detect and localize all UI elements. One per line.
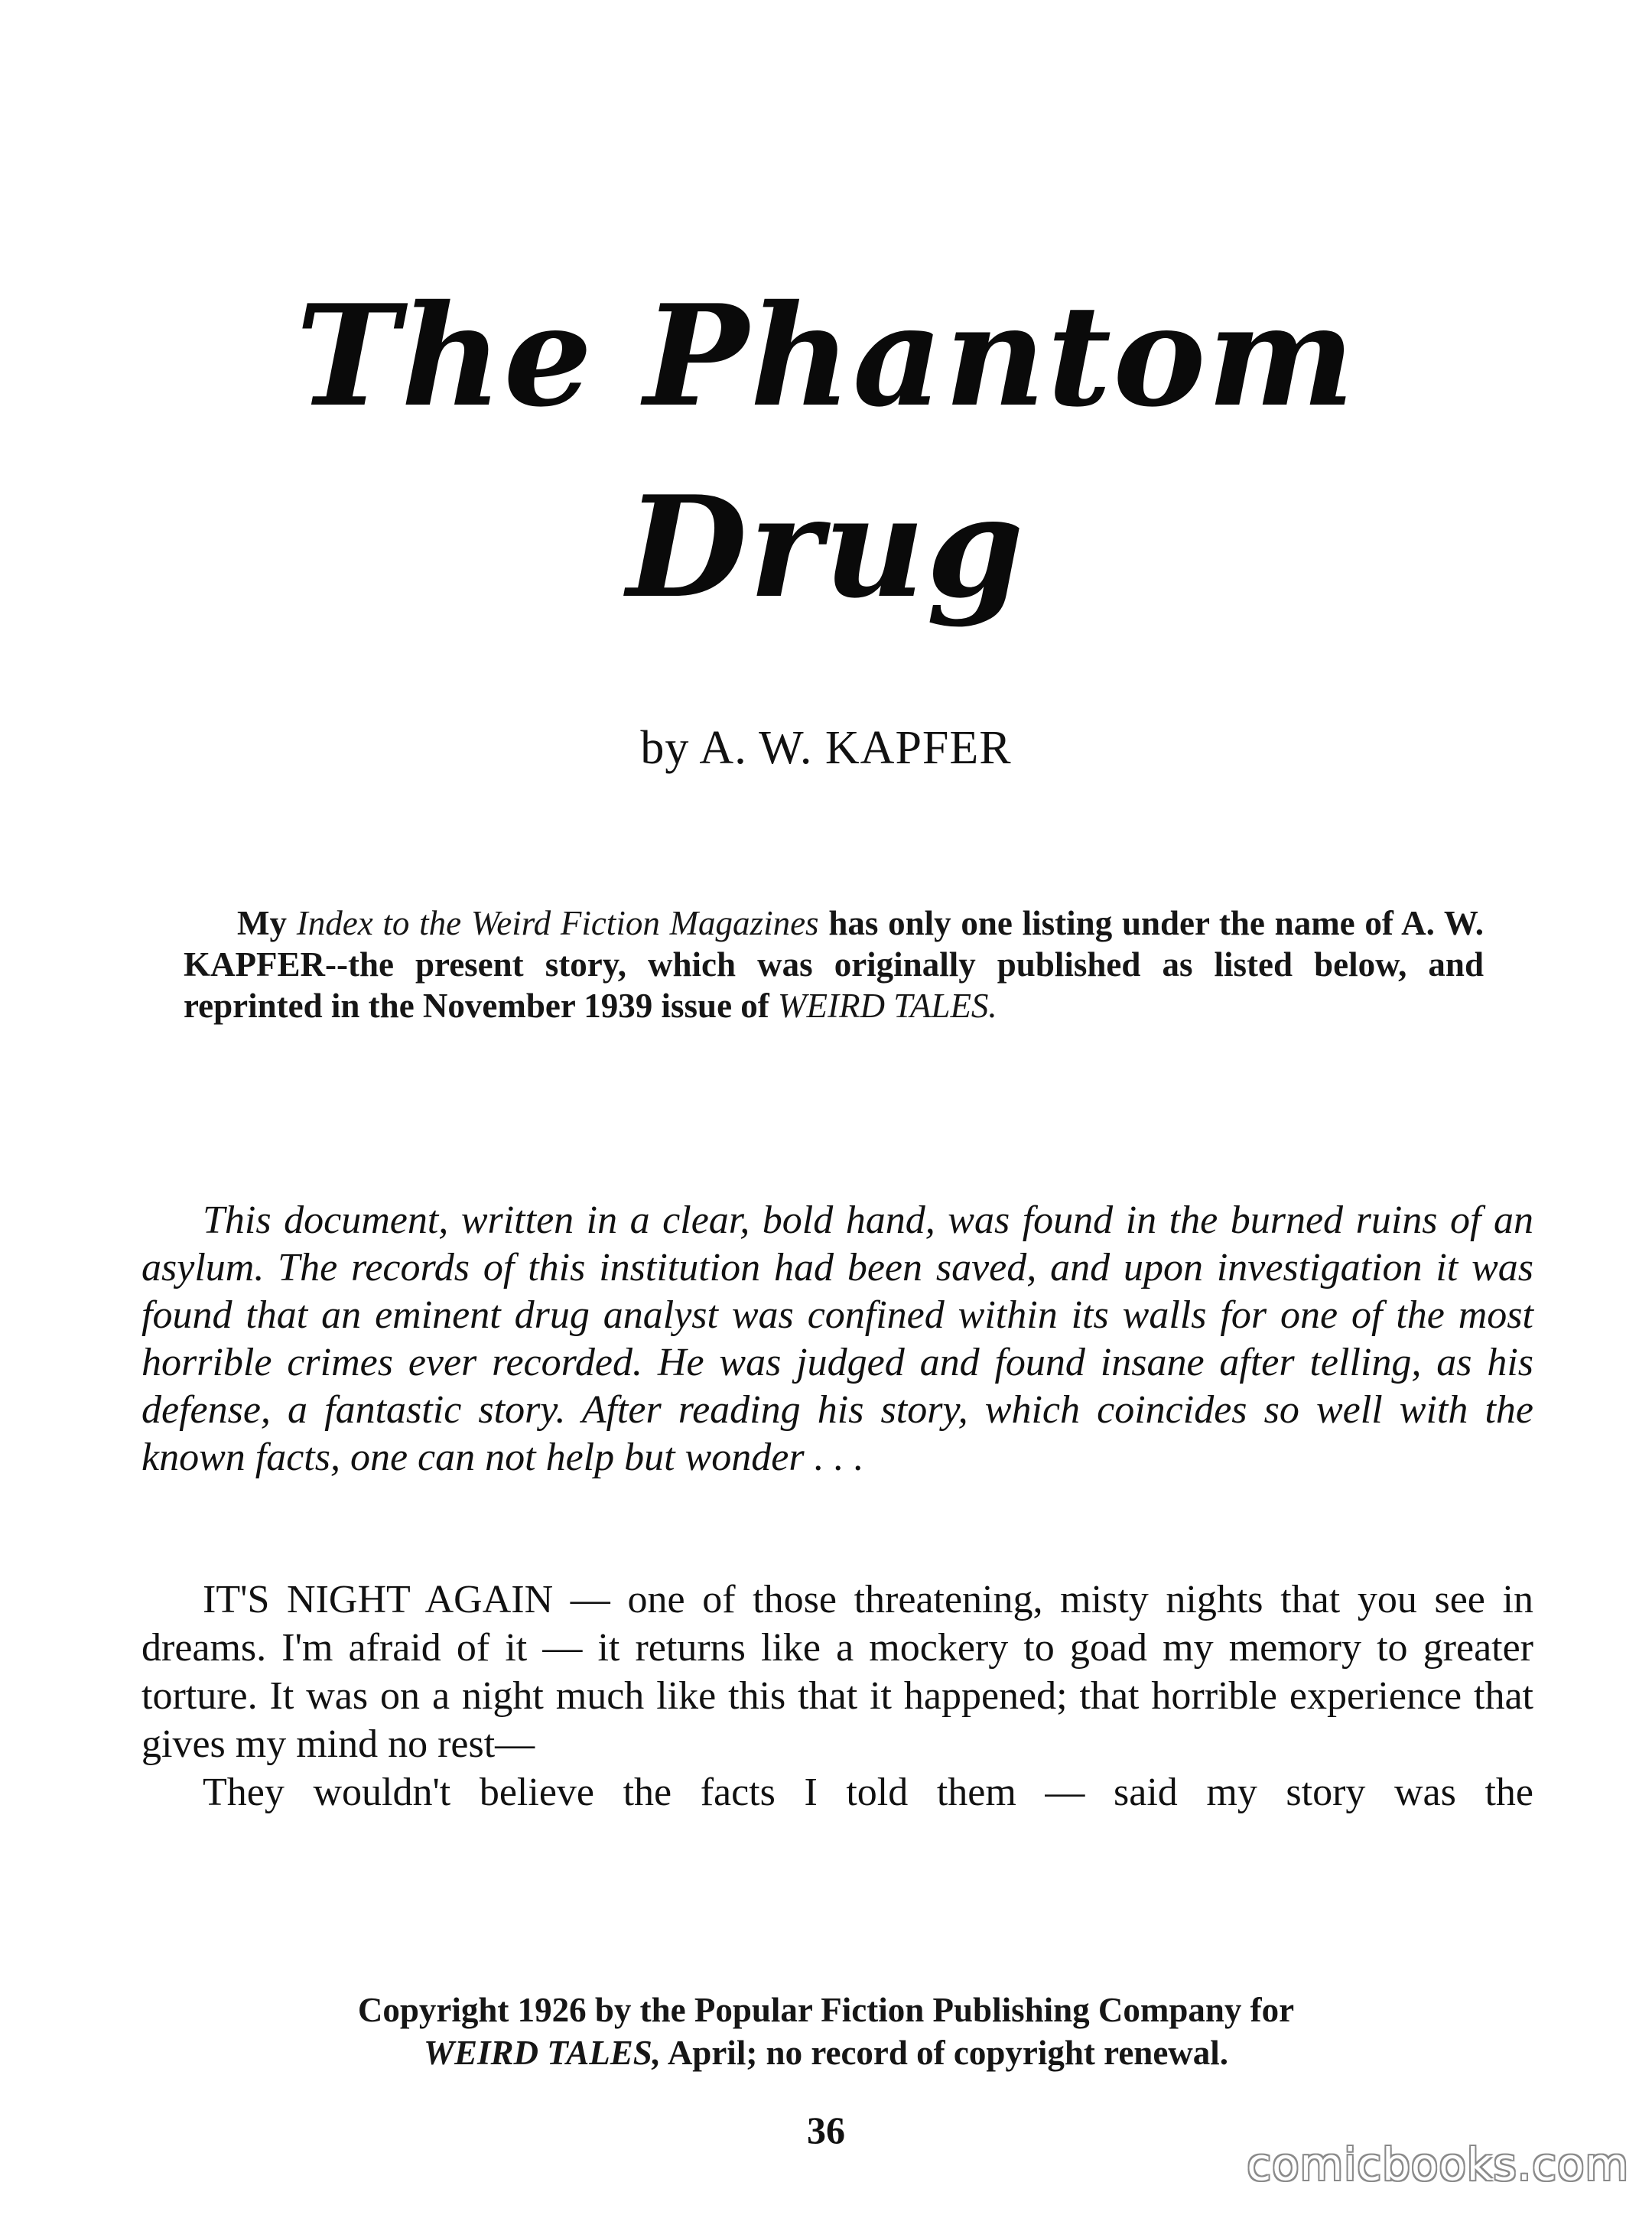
intro-prefix: My [237, 904, 297, 942]
site-watermark: comicbooks.com [1247, 2138, 1629, 2190]
story-body [141, 1576, 1533, 1816]
copyright-notice [153, 1989, 1499, 2074]
body-paragraph-2: They wouldn't believe the facts I told them — said my story was the [203, 1771, 1533, 1814]
story-title-line-2: Drug [626, 465, 1026, 629]
copyright-line-1: Copyright 1926 by the Popular Fiction Publishing Company for [357, 1991, 1295, 2029]
body-paragraph-1: IT'S NIGHT AGAIN — one of those threatening, misty nights that you see in dreams. I'm afraid of it — it returns like a mockery to goad my memory to greater torture. It was on a night much like this that it happened; that horrible experience that gives my mind no rest— [141, 1578, 1533, 1766]
preface-text: This document, written in a clear, bold hand, was found in the burned ruins of an asylum. The records of this institution had been saved, and upon investigation it was found that an eminent drug analyst was confined within its walls for one of the most horrible crimes ever recorded. He was judged and found insane after telling, as his defense, a fantastic story. After reading his story, which coincides so well with the known facts, one can not help but wonder . . . [141, 1198, 1533, 1479]
editor-intro [184, 902, 1484, 1026]
copyright-line-2 [153, 2031, 1499, 2074]
intro-magazine: WEIRD TALES. [778, 987, 997, 1025]
page-number: 36 [807, 2109, 845, 2151]
copyright-magazine: WEIRD TALES, [423, 2034, 662, 2072]
story-preface [141, 1197, 1533, 1481]
author-byline: by A. W. KAPFER [640, 722, 1012, 774]
intro-middle: has only one listing under the name of A. W. KAPFER--the present story, which was originally published as listed below, and reprinted in the November 1939 issue of [184, 904, 1484, 1025]
copyright-line-2-rest: April; no record of copyright renewal. [661, 2034, 1229, 2072]
intro-book-title: Index to the Weird Fiction Magazines [296, 904, 819, 942]
story-title-line-1: The Phantom [295, 274, 1357, 437]
